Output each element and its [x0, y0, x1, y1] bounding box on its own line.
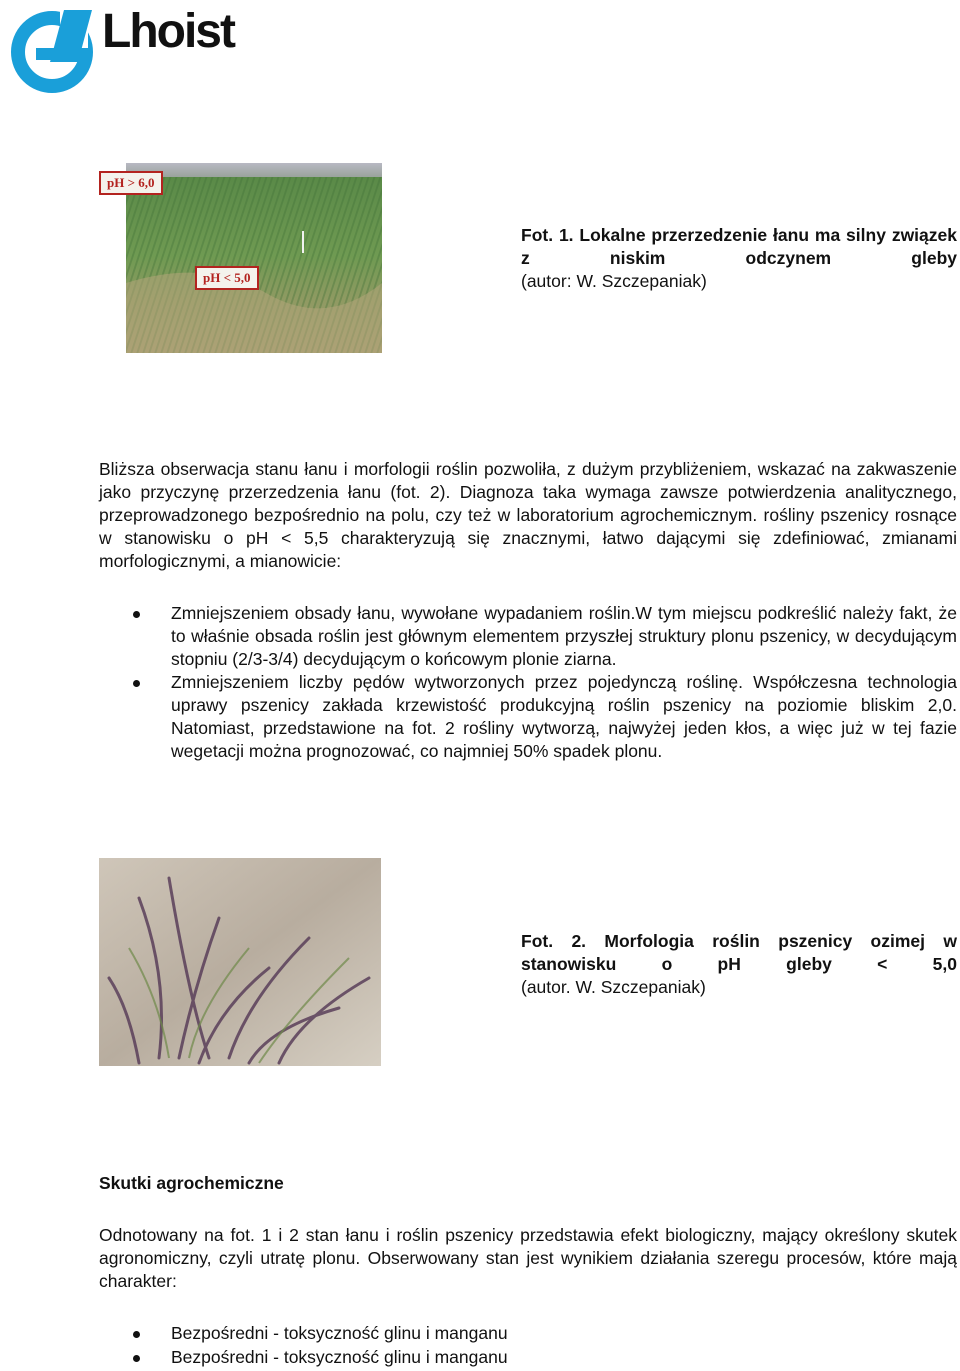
photo-wheat-plants: [99, 858, 381, 1066]
ph-low-label: pH < 5,0: [195, 266, 259, 290]
figure2-caption: [521, 930, 957, 999]
figure2-caption-title: Fot. 2. Morfologia roślin pszenicy ozimej w stanowisku o pH gleby < 5,0: [521, 931, 957, 974]
brand-name: Lhoist: [102, 5, 234, 58]
figure1-caption: [521, 224, 957, 293]
figure1-caption-title: Fot. 1. Lokalne przerzedzenie łanu ma silny związek z niskim odczynem gleby: [521, 225, 957, 268]
list-item: Zmniejszeniem liczby pędów wytworzonych przez pojedynczą roślinę. Współczesna technologia uprawy pszenicy zakłada krzewistość produkcyjną roślin pszenicy na poziomie bliskim 2,0. Natomiast, przedstawione na fot. 2 rośliny wytworzą, najwyżej jeden kłos, a więc już w tej fazie wegetacji można prognozować, co najmniej 50% spadek plonu.: [99, 671, 957, 763]
effects-paragraph: Odnotowany na fot. 1 i 2 stan łanu i roślin pszenicy przedstawia efekt biologiczny, mający określony skutek agronomiczny, czyli utratę plonu. Obserwowany stan jest wynikiem działania szeregu procesów, które mają charakter:: [99, 1225, 957, 1291]
list-item: Zmniejszeniem obsady łanu, wywołane wypadaniem roślin.W tym miejscu podkreślić należy fakt, że to właśnie obsada roślin jest głównym elementem przyszłej struktury plonu pszenicy, w decydującym stopniu (2/3-3/4) decydującym o końcowym plonie ziarna.: [99, 602, 957, 671]
ph-high-label: pH > 6,0: [99, 171, 163, 195]
figure2-caption-author: (autor. W. Szczepaniak): [521, 977, 706, 997]
bullet-icon: [133, 611, 140, 618]
figure1-caption-author: (autor: W. Szczepaniak): [521, 271, 707, 291]
lhoist-logo: [6, 4, 246, 96]
bullet-icon: [133, 680, 140, 687]
list-item: Bezpośredni - toksyczność glinu i manganu: [99, 1322, 957, 1345]
bullet-icon: [133, 1331, 140, 1338]
effects-bullet-list: [99, 1322, 957, 1369]
section-heading: Skutki agrochemiczne: [99, 1173, 284, 1193]
photo-field-wheat: [126, 163, 382, 353]
lhoist-mark-icon: [6, 4, 102, 96]
morphology-bullet-list: [99, 602, 957, 763]
intro-paragraph: Bliższa obserwacja stanu łanu i morfologii roślin pozwoliła, z dużym przybliżeniem, wskazać na zakwaszenie jako przyczynę przerzedzenia łanu (fot. 2). Diagnoza taka wymaga zawsze potwierdzenia analitycznego, przeprowadzonego bezpośrednio na polu, czy też w laboratorium agrochemicznym. rośliny pszenicy rosnące w stanowisku o pH < 5,5 charakteryzują się znacznymi, łatwo dającymi się zdefiniować, zmianami morfologicznymi, a mianowicie:: [99, 459, 957, 571]
bullet-icon: [133, 1355, 140, 1362]
list-item: Bezpośredni - toksyczność glinu i manganu: [99, 1346, 957, 1369]
